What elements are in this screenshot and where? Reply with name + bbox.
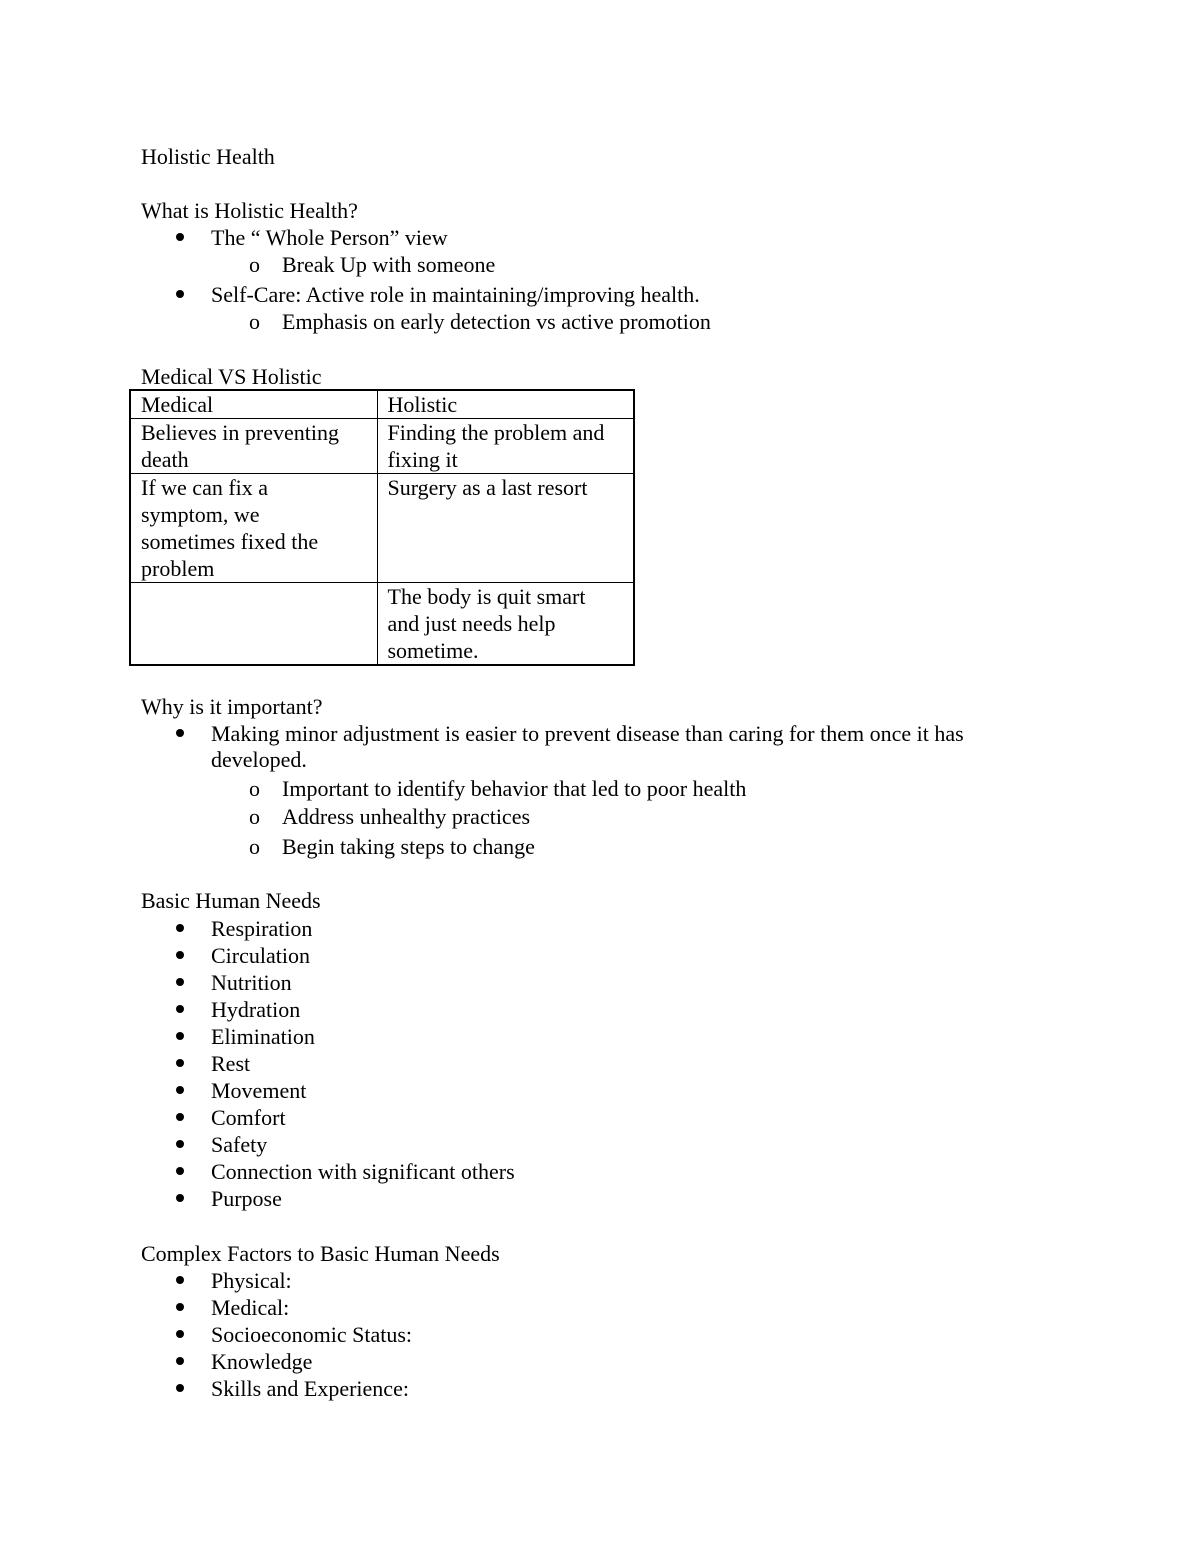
bullet-icon — [176, 1086, 184, 1094]
list-item: Hydration — [211, 997, 301, 1022]
sub-bullet-marker: o — [249, 309, 260, 334]
list-item: Making minor adjustment is easier to prevent disease than caring for them once it has — [211, 721, 964, 746]
bullet-icon — [176, 1005, 184, 1013]
table-cell: The body is quit smart and just needs help sometime. — [377, 583, 634, 666]
bullet-icon — [176, 924, 184, 932]
list-item: The “ Whole Person” view — [211, 225, 448, 250]
bullet-icon — [176, 1113, 184, 1121]
list-item: Purpose — [211, 1186, 282, 1211]
table-cell — [130, 583, 377, 666]
list-item: Medical: — [211, 1295, 290, 1320]
sub-list-item: Important to identify behavior that led to poor health — [282, 776, 747, 801]
bullet-icon — [176, 233, 184, 241]
bullet-icon — [176, 729, 184, 737]
table-row — [130, 419, 634, 474]
table-cell: If we can fix a symptom, we sometimes fixed the problem — [130, 474, 377, 583]
list-item: Nutrition — [211, 970, 292, 995]
sub-list-item: Break Up with someone — [282, 252, 496, 277]
sub-bullet-marker: o — [249, 834, 260, 859]
list-item: Circulation — [211, 943, 310, 968]
bullet-icon — [176, 1194, 184, 1202]
section-heading-why: Why is it important? — [141, 694, 323, 719]
bullet-icon — [176, 1357, 184, 1365]
bullet-icon — [176, 951, 184, 959]
table-cell: Finding the problem and fixing it — [377, 419, 634, 474]
bullet-icon — [176, 1384, 184, 1392]
list-item: Safety — [211, 1132, 268, 1157]
list-item: Connection with significant others — [211, 1159, 515, 1184]
list-item: Elimination — [211, 1024, 315, 1049]
section-heading-needs: Basic Human Needs — [141, 888, 321, 913]
list-item: Physical: — [211, 1268, 292, 1293]
page-title: Holistic Health — [141, 144, 275, 169]
bullet-icon — [176, 1303, 184, 1311]
bullet-icon — [176, 290, 184, 298]
table-header-cell: Medical — [130, 390, 377, 419]
sub-bullet-marker: o — [249, 252, 260, 277]
list-item: Movement — [211, 1078, 307, 1103]
bullet-icon — [176, 978, 184, 986]
bullet-icon — [176, 1276, 184, 1284]
bullet-icon — [176, 1330, 184, 1338]
list-item: Comfort — [211, 1105, 286, 1130]
sub-list-item: Address unhealthy practices — [282, 804, 531, 829]
list-item: Knowledge — [211, 1349, 313, 1374]
sub-bullet-marker: o — [249, 776, 260, 801]
comparison-table — [129, 389, 635, 666]
section-heading-what: What is Holistic Health? — [141, 198, 358, 223]
sub-list-item: Emphasis on early detection vs active promotion — [282, 309, 711, 334]
list-item: Respiration — [211, 916, 313, 941]
table-header-row — [130, 390, 634, 419]
list-item: Skills and Experience: — [211, 1376, 409, 1401]
table-header-cell: Holistic — [377, 390, 634, 419]
bullet-icon — [176, 1167, 184, 1175]
table-cell: Surgery as a last resort — [377, 474, 634, 583]
list-item: Socioeconomic Status: — [211, 1322, 413, 1347]
table-cell: Believes in preventing death — [130, 419, 377, 474]
list-item: Rest — [211, 1051, 251, 1076]
bullet-icon — [176, 1059, 184, 1067]
list-item: Self-Care: Active role in maintaining/improving health. — [211, 282, 700, 307]
bullet-icon — [176, 1140, 184, 1148]
list-item-continuation: developed. — [211, 747, 307, 772]
table-row — [130, 474, 634, 583]
section-heading-complex: Complex Factors to Basic Human Needs — [141, 1241, 500, 1266]
sub-bullet-marker: o — [249, 804, 260, 829]
section-heading-compare: Medical VS Holistic — [141, 364, 322, 389]
table-row — [130, 583, 634, 666]
bullet-icon — [176, 1032, 184, 1040]
sub-list-item: Begin taking steps to change — [282, 834, 535, 859]
